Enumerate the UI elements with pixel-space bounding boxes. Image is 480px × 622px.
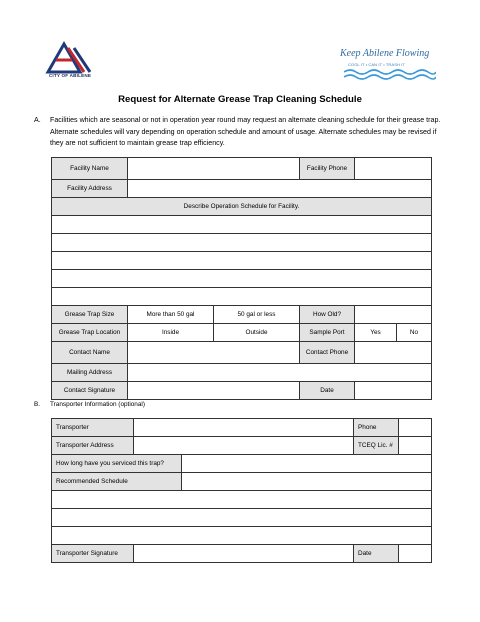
transporter-blank-line[interactable] <box>52 509 432 527</box>
sample-port-label: Sample Port <box>300 324 355 342</box>
location-inside-option[interactable]: Inside <box>128 324 214 342</box>
size-or-less-option[interactable]: 50 gal or less <box>214 306 300 324</box>
how-old-label: How Old? <box>300 306 355 324</box>
facility-table <box>51 157 432 400</box>
transporter-date-label: Date <box>354 545 399 563</box>
section-a-text: Facilities which are seasonal or not in operation year round may request an alternate cleaning schedule for their grease trap. Alternate schedules will vary depending on operation schedule and amount of usage. Alternate schedules may be revised if they are not sufficient to maintain grease trap efficiency. <box>50 116 441 147</box>
transporter-address-label: Transporter Address <box>52 437 134 455</box>
mailing-address-field[interactable] <box>128 364 432 382</box>
section-b-text: Transporter Information (optional) <box>50 401 145 408</box>
schedule-line[interactable] <box>52 288 432 306</box>
contact-date-label: Date <box>300 382 355 400</box>
keep-abilene-flowing-logo <box>338 48 438 84</box>
phone-field[interactable] <box>399 419 432 437</box>
partner-logo-title: Keep Abilene Flowing <box>340 48 430 59</box>
how-long-label: How long have you serviced this trap? <box>52 455 182 473</box>
page-title: Request for Alternate Grease Trap Cleaning Schedule <box>118 94 362 105</box>
recommended-schedule-field[interactable] <box>182 473 432 491</box>
describe-schedule-label: Describe Operation Schedule for Facility. <box>52 198 432 216</box>
city-of-abilene-logo <box>40 40 100 82</box>
facility-phone-label: Facility Phone <box>300 158 355 180</box>
sample-port-yes-option[interactable]: Yes <box>355 324 397 342</box>
tceq-label: TCEQ Lic. # <box>354 437 399 455</box>
contact-name-label: Contact Name <box>52 342 128 364</box>
sample-port-no-option[interactable]: No <box>397 324 432 342</box>
contact-signature-field[interactable] <box>128 382 300 400</box>
contact-date-field[interactable] <box>355 382 432 400</box>
grease-trap-size-label: Grease Trap Size <box>52 306 128 324</box>
facility-address-label: Facility Address <box>52 180 128 198</box>
transporter-signature-field[interactable] <box>134 545 354 563</box>
mailing-address-label: Mailing Address <box>52 364 128 382</box>
transporter-blank-line[interactable] <box>52 527 432 545</box>
section-b-heading <box>34 401 145 408</box>
location-outside-option[interactable]: Outside <box>214 324 300 342</box>
contact-phone-label: Contact Phone <box>300 342 355 364</box>
transporter-date-field[interactable] <box>399 545 432 563</box>
transporter-table <box>51 418 432 563</box>
city-logo-text: CITY OF ABILENE <box>48 73 92 78</box>
contact-name-field[interactable] <box>128 342 300 364</box>
recommended-schedule-label: Recommended Schedule <box>52 473 182 491</box>
how-long-field[interactable] <box>182 455 432 473</box>
section-a-letter: A. <box>34 116 41 124</box>
schedule-line[interactable] <box>52 234 432 252</box>
facility-phone-field[interactable] <box>355 158 432 180</box>
transporter-signature-label: Transporter Signature <box>52 545 134 563</box>
facility-address-field[interactable] <box>128 180 432 198</box>
how-old-field[interactable] <box>355 306 432 324</box>
contact-phone-field[interactable] <box>355 342 432 364</box>
contact-signature-label: Contact Signature <box>52 382 128 400</box>
facility-name-field[interactable] <box>128 158 300 180</box>
schedule-line[interactable] <box>52 270 432 288</box>
phone-label: Phone <box>354 419 399 437</box>
size-more-than-option[interactable]: More than 50 gal <box>128 306 214 324</box>
grease-trap-location-label: Grease Trap Location <box>52 324 128 342</box>
waves-icon <box>344 68 436 80</box>
section-b-letter: B. <box>34 401 41 408</box>
city-logo-icon <box>40 40 100 74</box>
transporter-label: Transporter <box>52 419 134 437</box>
facility-name-label: Facility Name <box>52 158 128 180</box>
schedule-line[interactable] <box>52 216 432 234</box>
tceq-field[interactable] <box>399 437 432 455</box>
transporter-address-field[interactable] <box>134 437 354 455</box>
partner-logo-tagline: COOL IT • CAN IT • TRASH IT <box>348 62 405 67</box>
schedule-line[interactable] <box>52 252 432 270</box>
transporter-field[interactable] <box>134 419 354 437</box>
transporter-blank-line[interactable] <box>52 491 432 509</box>
